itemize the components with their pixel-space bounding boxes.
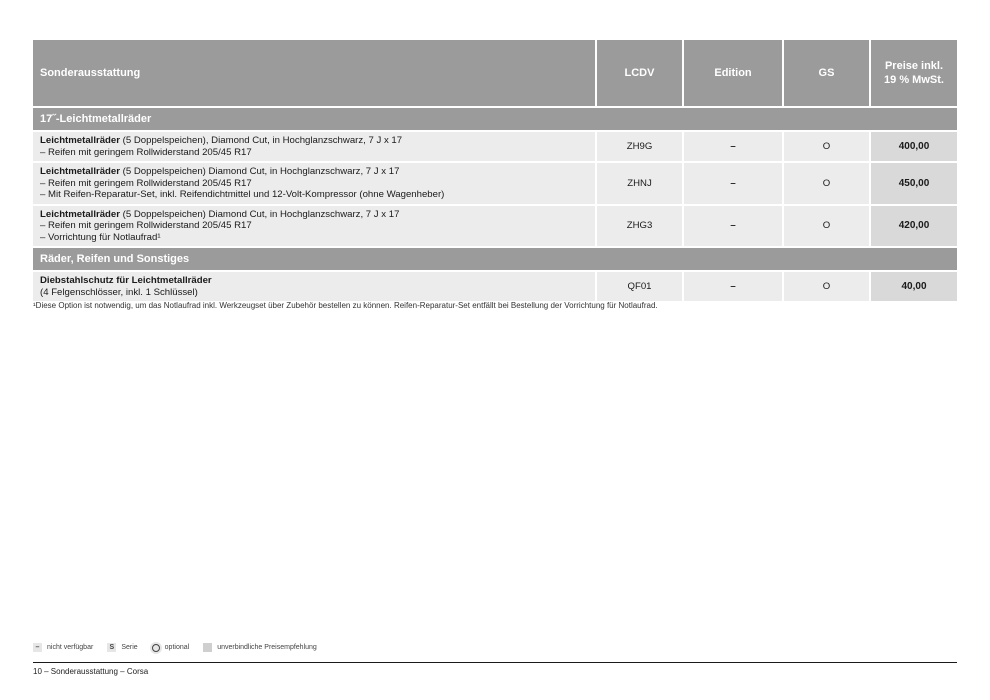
row-title-rest: (5 Doppelspeichen), Diamond Cut, in Hochglanzschwarz, 7 J x 17 xyxy=(119,135,403,146)
row-detail-line: – Vorrichtung für Notlaufrad¹ xyxy=(40,231,161,243)
header-sonderausstattung: Sonderausstattung xyxy=(33,40,596,107)
table-row xyxy=(33,131,957,162)
header-edition: Edition xyxy=(683,40,783,107)
row-price: 450,00 xyxy=(870,162,957,205)
row-description xyxy=(33,162,596,205)
table-header-row xyxy=(33,40,957,107)
header-gs: GS xyxy=(783,40,870,107)
row-title-line xyxy=(40,209,588,221)
row-title-bold: Leichtmetallräder xyxy=(40,208,120,220)
row-title-line xyxy=(40,135,588,147)
footnote: ¹Diese Option ist notwendig, um das Notlaufrad inkl. Werkzeugset über Zubehör bestellen zu können. Reifen-Reparatur-Set entfällt bei Bestellung der Vorrichtung für Notlaufrad. xyxy=(33,301,658,310)
row-description xyxy=(33,205,596,248)
row-detail-line: – Mit Reifen-Reparatur-Set, inkl. Reifendichtmittel und 12-Volt-Kompressor (ohne Wagenheber) xyxy=(40,189,445,200)
row-lcdv: ZH9G xyxy=(596,131,683,162)
section-title: 17˝-Leichtmetallräder xyxy=(33,107,957,131)
section-row-leichtmetallraeder xyxy=(33,107,957,131)
row-gs: O xyxy=(783,205,870,248)
row-title-line xyxy=(40,275,588,287)
row-edition: – xyxy=(683,205,783,248)
footer-divider xyxy=(33,662,957,663)
row-title-bold: Diebstahlschutz für Leichtmetallräder xyxy=(40,275,212,286)
legend-dash-icon: – xyxy=(33,643,42,652)
row-description xyxy=(33,271,596,301)
row-lcdv: ZHG3 xyxy=(596,205,683,248)
row-title-bold: Leichtmetallräder xyxy=(40,166,120,177)
row-title-bold: Leichtmetallräder xyxy=(40,135,120,146)
header-lcdv: LCDV xyxy=(596,40,683,107)
table-row xyxy=(33,162,957,205)
legend-item-price xyxy=(203,643,317,652)
row-edition: – xyxy=(683,162,783,205)
row-gs: O xyxy=(783,271,870,301)
row-gs: O xyxy=(783,162,870,205)
row-price: 420,00 xyxy=(870,205,957,248)
row-edition: – xyxy=(683,131,783,162)
legend xyxy=(33,643,325,652)
row-title-rest: (5 Doppelspeichen) Diamond Cut, in Hochglanzschwarz, 7 J x 17 xyxy=(119,166,400,177)
header-price-line1: Preise inkl. xyxy=(884,60,944,72)
options-table xyxy=(33,40,957,301)
table-row xyxy=(33,205,957,248)
row-title-line xyxy=(40,166,588,178)
section-row-raeder-reifen xyxy=(33,247,957,271)
row-edition: – xyxy=(683,271,783,301)
legend-swatch-icon xyxy=(203,643,212,652)
legend-serie-icon: S xyxy=(107,643,116,652)
legend-label: optional xyxy=(164,644,190,651)
header-price xyxy=(870,40,957,107)
page-footer: 10 – Sonderausstattung – Corsa xyxy=(33,667,149,676)
section-title: Räder, Reifen und Sonstiges xyxy=(33,247,957,271)
legend-label: nicht verfügbar xyxy=(47,644,94,651)
options-table-wrap xyxy=(33,40,957,301)
legend-item-not-available xyxy=(33,643,93,652)
legend-label: unverbindliche Preisempfehlung xyxy=(217,644,317,651)
row-detail-line: – Reifen mit geringem Rollwiderstand 205/45 R17 xyxy=(40,146,252,158)
row-lcdv: QF01 xyxy=(596,271,683,301)
row-description xyxy=(33,131,596,162)
row-detail-line: (4 Felgenschlösser, inkl. 1 Schlüssel) xyxy=(40,286,198,298)
table-row xyxy=(33,271,957,301)
legend-item-serie xyxy=(107,643,137,652)
row-price: 400,00 xyxy=(870,131,957,162)
legend-item-optional xyxy=(152,644,190,652)
legend-label: Serie xyxy=(121,644,138,651)
row-detail-line: – Reifen mit geringem Rollwiderstand 205/45 R17 xyxy=(40,177,252,189)
row-lcdv: ZHNJ xyxy=(596,162,683,205)
row-detail-line: – Reifen mit geringem Rollwiderstand 205/45 R17 xyxy=(40,220,252,231)
row-title-rest: (5 Doppelspeichen) Diamond Cut, in Hochglanzschwarz, 7 J x 17 xyxy=(119,208,400,220)
row-gs: O xyxy=(783,131,870,162)
row-price: 40,00 xyxy=(870,271,957,301)
header-price-line2: 19 % MwSt. xyxy=(884,74,944,86)
legend-circle-icon xyxy=(152,644,160,652)
